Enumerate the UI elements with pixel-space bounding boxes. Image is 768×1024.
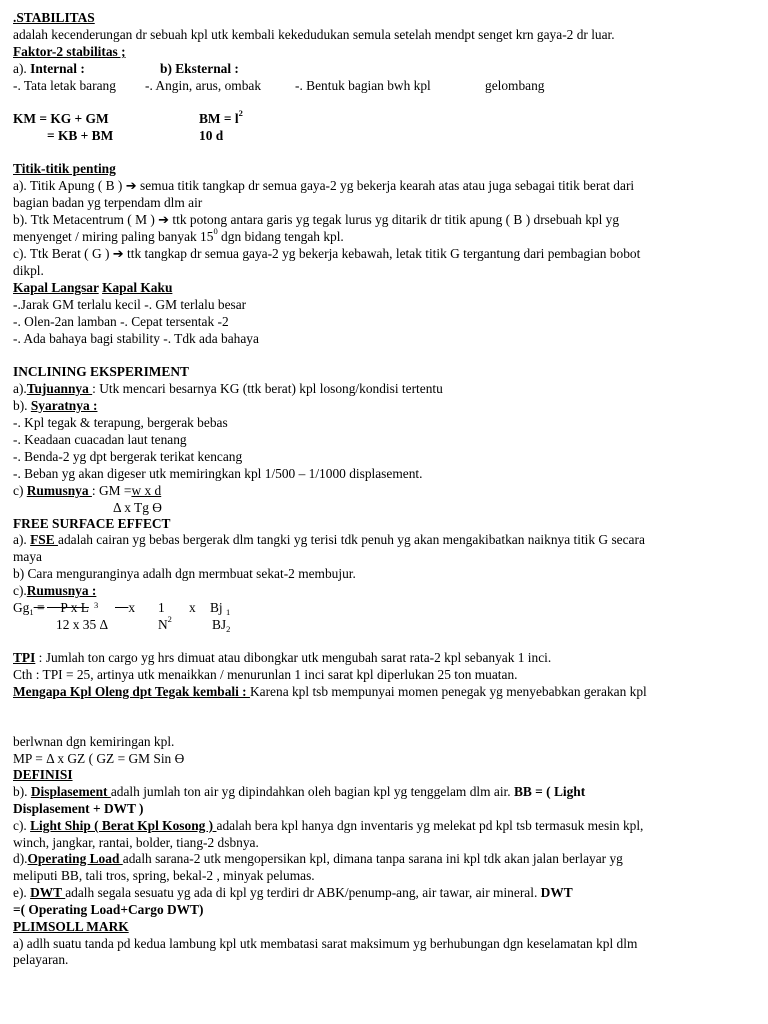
gg-label: $Gg_1$ = <box>13 600 45 617</box>
gg-times-1: x <box>128 600 136 615</box>
fse-c: c).Rumusnya : <box>13 583 97 598</box>
fse-heading: FREE SURFACE EFFECT <box>13 516 171 531</box>
def-d-line1: d).Operating Load adalh sarana-2 utk mengopersikan kpl, dimana tanpa sarana ini kpl tdk akan jalan berlayar yg <box>13 851 623 866</box>
kapal-row-2: -. Olen-2an lamban -. Cepat tersentak -2 <box>13 314 229 329</box>
faktor-item-4: gelombang <box>485 78 545 93</box>
inclining-syarat: b). Syaratnya : <box>13 398 98 413</box>
tpi-example: Cth : TPI = 25, artinya utk menaikkan / menurunlan 1 inci sarat kpl diperlukan 25 ton muatan. <box>13 667 518 682</box>
syarat-item-3: -. Benda-2 yg dpt bergerak terikat kencang <box>13 449 243 464</box>
inclining-rumus: c) Rumusnya : GM =w x d <box>13 483 162 498</box>
stabilitas-heading: .STABILITAS <box>13 10 95 25</box>
syarat-item-4: -. Beban yg akan digeser utk memiringkan kpl 1/500 – 1/1000 displasement. <box>13 466 423 481</box>
definisi-heading: DEFINISI <box>13 767 73 782</box>
inclining-heading: INCLINING EKSPERIMENT <box>13 364 189 379</box>
oleng-continuation: berlwnan dgn kemiringan kpl. <box>13 734 175 749</box>
kapal-heading: Kapal Langsar Kapal Kaku <box>13 280 173 295</box>
inclining-rumus-den: Δ x Tg ϴ <box>113 500 162 515</box>
syarat-item-2: -. Keadaan cuacadan laut tenang <box>13 432 187 447</box>
internal-prefix: a). <box>13 61 31 76</box>
bm-formula-1: BM = $l^2$ <box>199 108 243 126</box>
internal-label: Internal : <box>30 61 85 76</box>
titik-b-line1: b). Ttk Metacentrum ( M ) ➔ ttk potong antara garis yg tegak lurus yg ditarik dr titik apung ( B ) drsebuah kpl yg <box>13 212 620 228</box>
eksternal-label: b) Eksternal : <box>160 61 239 76</box>
faktor-item-3: -. Bentuk bagian bwh kpl <box>295 78 431 93</box>
kapal-row-1: -.Jarak GM terlalu kecil -. GM terlalu besar <box>13 297 247 312</box>
def-c-line1: c). Light Ship ( Berat Kpl Kosong ) adalah bera kpl hanya dgn inventaris yg melekat pd kpl tsb termasuk mesin kpl, <box>13 818 644 833</box>
syarat-item-1: -. Kpl tegak & terapung, bergerak bebas <box>13 415 228 430</box>
fse-formula: $Gg_1$ = P x L 3 x 1 x Bj $_1$ 12 x 35 Δ $N^2$ $BJ_2$ <box>13 600 231 634</box>
faktor-item-1: -. Tata letak barang <box>13 78 116 93</box>
gg-numerator: P x L <box>60 600 89 615</box>
def-b-line2: Displasement + DWT ) <box>13 801 144 816</box>
mp-formula: MP = Δ x GZ ( GZ = GM Sin ϴ <box>13 751 185 766</box>
stabilitas-definition: adalah kecenderungan dr sebuah kpl utk kembali kekedudukan semula setelah mendpt senget krn gaya-2 dr luar. <box>13 27 615 42</box>
titik-a-line2: bagian badan yg terpendam dlm air <box>13 195 203 210</box>
den-n2: $N^2$ <box>158 614 172 632</box>
kapal-row-3: -. Ada bahaya bagi stability -. Tdk ada bahaya <box>13 331 259 346</box>
fse-b: b) Cara menguranginya adalh dgn mermbuat sekat-2 membujur. <box>13 566 356 581</box>
def-d-line2: meliputi BB, tali tros, spring, bekal-2 , minyak pelumas. <box>13 868 315 883</box>
def-e-line1: e). DWT adalh segala sesuatu yg ada di kpl yg terdiri dr ABK/penump-ang, air tawar, air mineral. DWT <box>13 885 573 900</box>
right-arrow-icon: ➔ <box>112 247 124 262</box>
tpi-definition: TPI : Jumlah ton cargo yg hrs dimuat atau dibongkar utk mengubah sarat rata-2 kpl sebanyak 1 inci. <box>13 650 552 665</box>
titik-heading: Titik-titik penting <box>13 161 116 176</box>
fse-a-line1: a). FSE adalah cairan yg bebas bergerak dlm tangki yg terisi tdk penuh yg akan mengakibatkan naiknya titik G secara <box>13 532 645 547</box>
oleng-question: Mengapa Kpl Oleng dpt Tegak kembali : Karena kpl tsb mempunyai momen penegak yg menyebabkan gerakan kpl <box>13 684 647 699</box>
plimsoll-line1: a) adlh suatu tanda pd kedua lambung kpl utk membatasi sarat maksimum yg berhubungan dgn keselamatan kpl dlm <box>13 936 638 951</box>
gg-bj: Bj $_1$ <box>210 600 231 617</box>
def-b-line1: b). Displasement adalh jumlah ton air yg dipindahkan oleh bagian kpl yg tenggelam dlm air. BB = ( Light <box>13 784 586 799</box>
titik-c-line1: c). Ttk Berat ( G ) ➔ ttk tangkap dr semua gaya-2 yg bekerja kebawah, letak titik G tergantung dari pembagian bobot <box>13 246 641 262</box>
def-e-line2: =( Operating Load+Cargo DWT) <box>13 902 204 917</box>
right-arrow-icon: ➔ <box>158 213 170 228</box>
inclining-tujuan: a).Tujuannya : Utk mencari besarnya KG (ttk berat) kpl losong/kondisi tertentu <box>13 381 443 396</box>
den-bj2: $BJ_2$ <box>212 617 231 634</box>
def-c-line2: winch, jangkar, rantai, bolder, tiang-2 dsbnya. <box>13 835 259 850</box>
fse-a-line2: maya <box>13 549 42 564</box>
right-arrow-icon: ➔ <box>125 179 137 194</box>
bm-formula-2: 10 d <box>199 128 224 143</box>
titik-c-line2: dikpl. <box>13 263 44 278</box>
km-formula-2: = KB + BM <box>47 128 114 143</box>
titik-a-line1: a). Titik Apung ( B ) ➔ semua titik tangkap dr semua gaya-2 yg bekerja kearah atas atau juga sebagai titik berat dari <box>13 178 635 194</box>
faktor-labels <box>13 61 85 78</box>
faktor-item-2: -. Angin, arus, ombak <box>145 78 262 93</box>
faktor-heading: Faktor-2 stabilitas ; <box>13 44 126 59</box>
km-formula-1: KM = KG + GM <box>13 111 109 126</box>
plimsoll-heading: PLIMSOLL MARK <box>13 919 129 934</box>
titik-b-line2: menyenget / miring paling banyak $15^0$ dgn bidang tengah kpl. <box>13 226 344 244</box>
plimsoll-line2: pelayaran. <box>13 952 69 967</box>
